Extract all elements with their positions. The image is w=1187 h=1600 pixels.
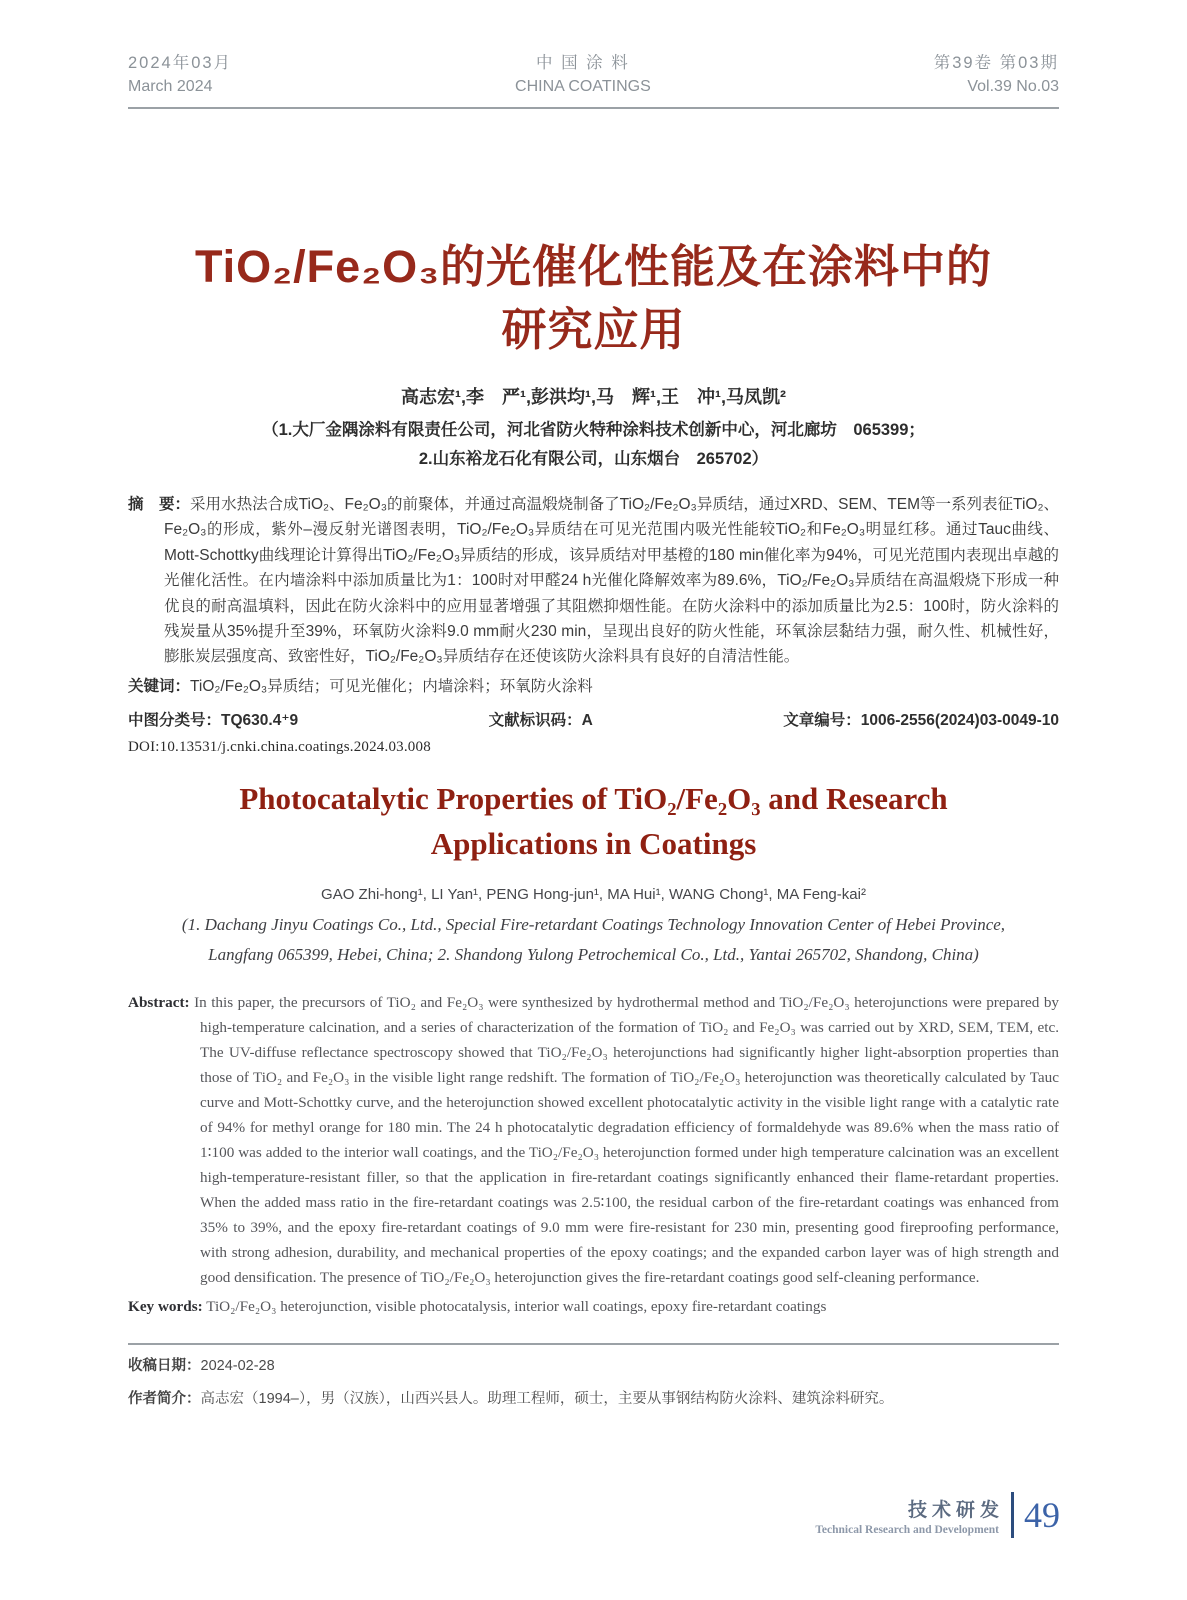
authors-cn: 高志宏¹,李 严¹,彭洪均¹,马 辉¹,王 冲¹,马凤凯² — [401, 387, 786, 407]
issue-date-cn: 2024年03月 — [128, 54, 233, 72]
abstract-cn — [128, 492, 1059, 670]
article-title-en-line2: Applications in Coatings — [430, 825, 757, 861]
section-banner — [815, 1492, 1060, 1538]
section-label-en: Technical Research and Development — [815, 1523, 999, 1536]
author-bio: 作者简介：高志宏（1994–），男（汉族），山西兴县人。助理工程师，硕士，主要从事钢结构防火涂料、建筑涂料研究。 — [128, 1390, 894, 1407]
journal-name-cn: 中 国 涂 料 — [535, 54, 630, 72]
keywords-label-cn: 关键词： — [128, 677, 191, 695]
journal-header — [128, 52, 1059, 109]
section-labels — [815, 1495, 1004, 1536]
vertical-divider — [1011, 1492, 1014, 1538]
affiliation-en-line2: Langfang 065399, Hebei, China; 2. Shandong Yulong Petrochemical Co., Ltd., Yantai 265702, Shandong, China) — [208, 944, 979, 964]
affiliation-cn — [128, 416, 1059, 474]
article-title-cn-line2: 研究应用 — [501, 304, 686, 355]
keywords-en — [128, 1294, 1059, 1319]
journal-name-en: CHINA COATINGS — [515, 78, 651, 95]
header-issue-date — [128, 52, 232, 98]
volume-issue-cn: 第39卷 第03期 — [933, 54, 1059, 72]
header-volume-issue — [934, 52, 1059, 98]
keywords-label-en: Key words: — [128, 1297, 203, 1315]
authors-en: GAO Zhi-hong¹, LI Yan¹, PENG Hong-jun¹, MA Hui¹, WANG Chong¹, MA Feng-kai² — [321, 885, 866, 903]
abstract-text-en: In this paper, the precursors of TiO₂ and Fe₂O₃ were synthesized by hydrothermal method and TiO₂/Fe₂O₃ heterojunctions were prepared by high-temperature calcination, and a series of characterization of the formation of TiO₂ and Fe₂O₃ was carried out by XRD, SEM, TEM, etc. The UV-diffuse reflectance spectroscopy showed that TiO₂/Fe₂O₃ heterojunctions had significantly higher light-absorption properties than those of TiO₂ and Fe₂O₃ in the visible light range redshift. The formation of TiO₂/Fe₂O₃ heterojunction was theoretically calculated by Tauc curve and Mott-Schottky curve, and the heterojunction showed excellent photocatalytic activity in the visible light range with a catalytic rate of 94% for methyl orange for 180 min. The 24 h photocatalytic degradation efficiency of formaldehyde was 89.6% when the mass ratio of 1∶100 was added to the interior wall coatings, and the TiO₂/Fe₂O₃ heterojunction formed under high temperature calcination was an excellent high-temperature-resistant filler, so that the application in fire-retardant coatings significantly enhanced their flame-retardant properties. When the added mass ratio in the fire-retardant coatings was 2.5∶100, the residual carbon of the fire-retardant coatings was enhanced from 35% to 39%, and the epoxy fire-retardant coatings of 9.0 mm were fire-resistant for 230 min, presenting good fireproofing performance, with strong adhesion, durability, and mechanical properties of the epoxy coatings; and the expanded carbon layer was of high strength and good densification. The presence of TiO₂/Fe₂O₃ heterojunction gives the fire-retardant coatings good self-cleaning performance. — [194, 993, 1060, 1286]
article-title-cn-line1: TiO₂/Fe₂O₃的光催化性能及在涂料中的 — [195, 241, 992, 292]
footnote-divider — [128, 1343, 1059, 1345]
affiliation-en — [128, 910, 1059, 970]
received-date: 收稿日期：2024-02-28 — [128, 1357, 275, 1374]
affiliation-cn-line1: （1.大厂金隅涂料有限责任公司，河北省防火特种涂料技术创新中心，河北廊坊 065399； — [262, 421, 925, 439]
affiliation-cn-line2: 2.山东裕龙石化有限公司，山东烟台 265702） — [418, 450, 769, 468]
doi: DOI:10.13531/j.cnki.china.coatings.2024.03.008 — [128, 738, 431, 755]
article-title-en — [128, 776, 1059, 866]
article-id: 文章编号：1006-2556(2024)03-0049-10 — [783, 711, 1059, 729]
affiliation-en-line1: (1. Dachang Jinyu Coatings Co., Ltd., Special Fire-retardant Coatings Technology Innovation Center of Hebei Province, — [181, 914, 1006, 934]
volume-issue-en: Vol.39 No.03 — [967, 78, 1059, 95]
abstract-en — [128, 990, 1059, 1290]
keywords-text-en: TiO₂/Fe₂O₃ heterojunction, visible photocatalysis, interior wall coatings, epoxy fire-retardant coatings — [206, 1297, 827, 1315]
section-label-cn: 技术研发 — [907, 1499, 1004, 1521]
article-title-cn — [128, 235, 1059, 361]
abstract-text-cn: 采用水热法合成TiO₂、Fe₂O₃的前聚体，并通过高温煅烧制备了TiO₂/Fe₂O₃异质结，通过XRD、SEM、TEM等一系列表征TiO₂、Fe₂O₃的形成，紫外–漫反射光谱图表明，TiO₂/Fe₂O₃异质结在可见光范围内吸光性能较TiO₂和Fe₂O₃明显红移。通过Tauc曲线、Mott-Schottky曲线理论计算得出TiO₂/Fe₂O₃异质结的形成，该异质结对甲基橙的180 min催化率为94%，可见光范围内表现出卓越的光催化活性。在内墙涂料中添加质量比为1：100时对甲醛24 h光催化降解效率为89.6%，TiO₂/Fe₂O₃异质结在高温煅烧下形成一种优良的耐高温填料，因此在防火涂料中的应用显著增强了其阻燃抑烟性能。在防火涂料中的添加质量比为2.5：100时，防火涂料的残炭量从35%提升至39%，环氧防火涂料9.0 mm耐火230 min，呈现出良好的防火性能，环氧涂层黏结力强，耐久性、机械性好，膨胀炭层强度高、致密性好，TiO₂/Fe₂O₃异质结存在还使该防火涂料具有良好的自清洁性能。 — [164, 496, 1059, 666]
clc-number: 中图分类号：TQ630.4⁺9 — [128, 711, 299, 729]
issue-date-en: March 2024 — [128, 78, 213, 95]
abstract-label-en: Abstract: — [128, 993, 190, 1011]
classification-row — [128, 708, 1059, 730]
document-code: 文献标识码：A — [488, 711, 593, 729]
abstract-label-cn: 摘 要： — [128, 496, 191, 513]
keywords-text-cn: TiO₂/Fe₂O₃异质结；可见光催化；内墙涂料；环氧防火涂料 — [190, 677, 593, 695]
keywords-cn — [128, 674, 1059, 699]
article-title-en-line1: Photocatalytic Properties of TiO₂/Fe₂O₃ and Research — [239, 780, 948, 816]
page-number: 49 — [1024, 1495, 1060, 1535]
header-journal-name — [515, 52, 651, 98]
